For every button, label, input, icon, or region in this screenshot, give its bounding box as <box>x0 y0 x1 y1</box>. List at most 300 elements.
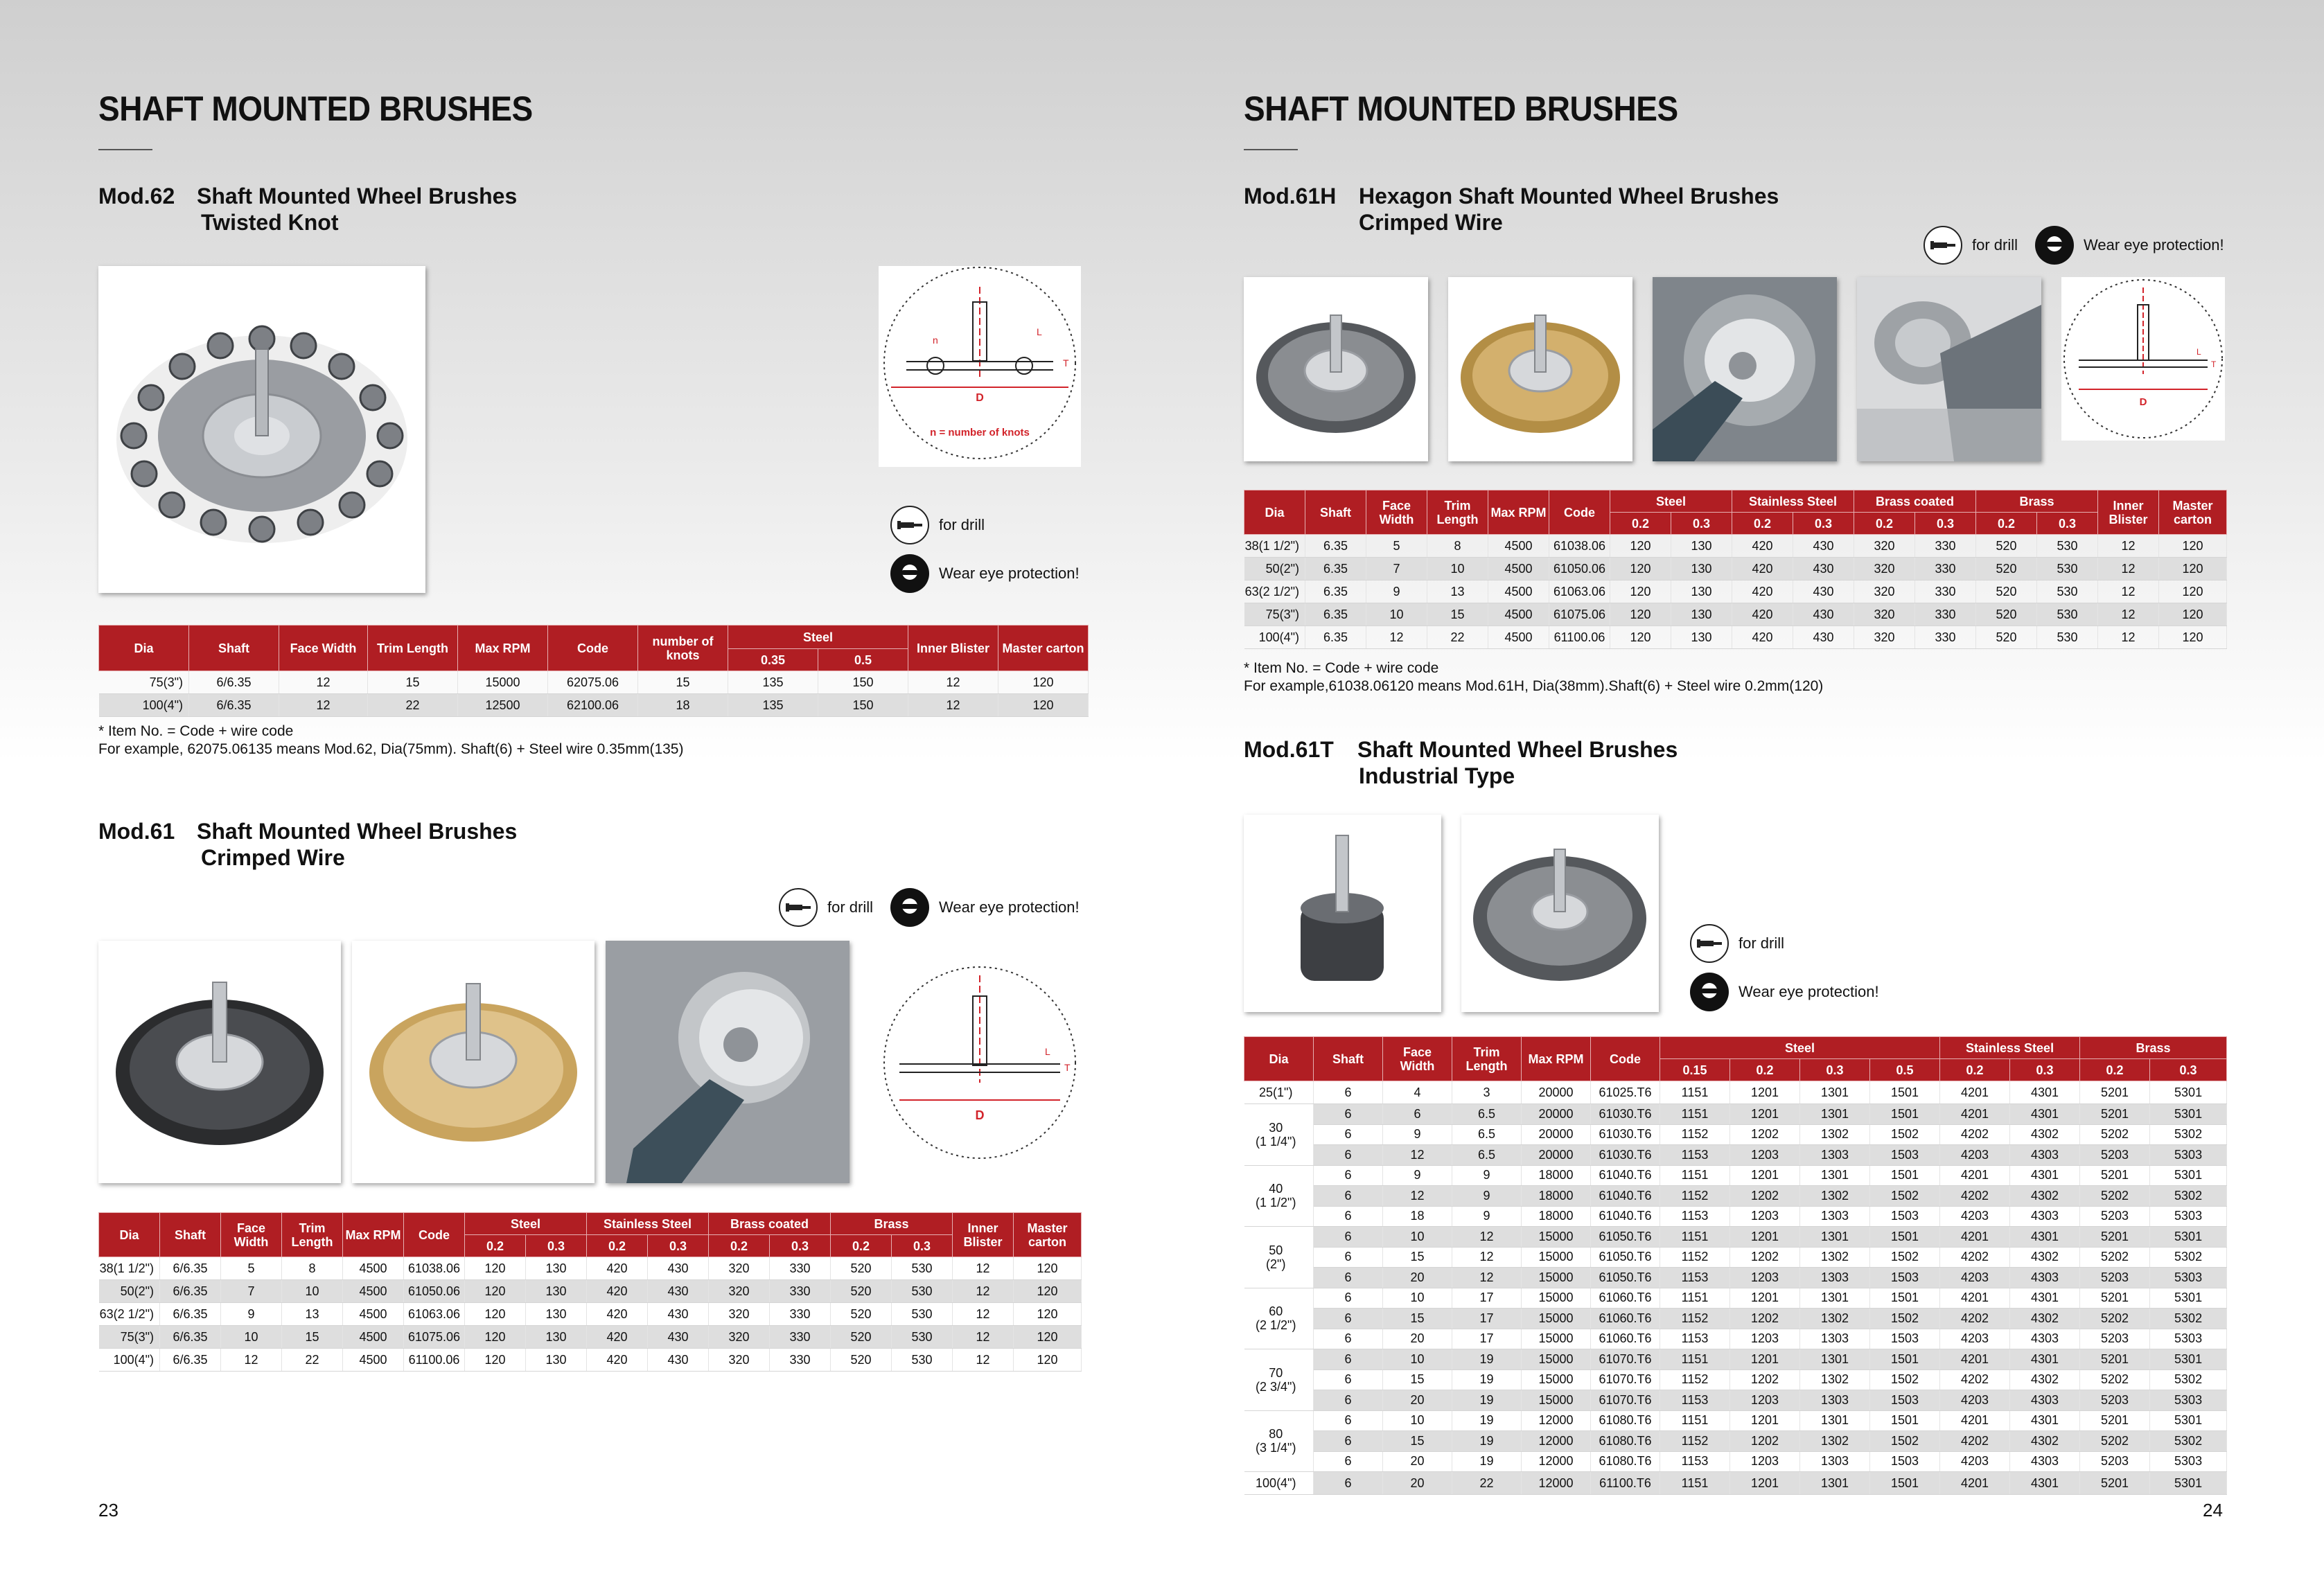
col-subheader: 0.2 <box>1730 1059 1800 1081</box>
mod61h-note-1: * Item No. = Code + wire code <box>1244 660 1439 676</box>
table-cell: 100(4") <box>1244 626 1305 649</box>
dia-label: 100(4") <box>1256 1476 1296 1490</box>
dia-cell <box>1244 1410 1314 1472</box>
col-subheader: 0.2 <box>587 1235 648 1257</box>
table-cell: 5303 <box>2150 1206 2227 1227</box>
table-cell: 1201 <box>1730 1081 1800 1104</box>
table-cell: 10 <box>221 1326 282 1349</box>
col-header: Shaft <box>189 626 279 671</box>
table-cell: 1502 <box>1870 1309 1940 1329</box>
col-header-group: Stainless Steel <box>587 1213 709 1235</box>
table-cell: 61040.T6 <box>1591 1206 1660 1227</box>
table-cell: 61050.T6 <box>1591 1268 1660 1288</box>
col-header: Master carton <box>1014 1213 1082 1257</box>
table-cell: 120 <box>465 1303 526 1326</box>
table-cell: 4203 <box>1940 1206 2010 1227</box>
table-cell: 5302 <box>2150 1431 2227 1452</box>
table-cell: 1151 <box>1660 1288 1730 1309</box>
table-cell: 530 <box>2037 580 2098 603</box>
table-cell: 61100.06 <box>404 1349 465 1372</box>
table-row <box>1244 580 2227 603</box>
mod61-legend-drill <box>779 888 873 927</box>
table-cell: 8 <box>1427 535 1488 558</box>
table-cell: 22 <box>282 1349 343 1372</box>
legend-drill-label: for drill <box>1738 934 1785 952</box>
drill-icon <box>890 506 929 544</box>
page-title: SHAFT MOUNTED BRUSHES <box>98 89 533 128</box>
table-cell: 6 <box>1314 1451 1383 1472</box>
table-cell: 1151 <box>1660 1472 1730 1495</box>
table-row <box>99 671 1089 694</box>
col-subheader: 0.3 <box>1800 1059 1870 1081</box>
col-subheader: 0.2 <box>1732 513 1793 535</box>
table-cell: 120 <box>465 1349 526 1372</box>
dia-label: (1 1/4") <box>1256 1134 1296 1149</box>
title-rule <box>1244 149 1298 150</box>
dia-label: 80 <box>1269 1427 1283 1442</box>
table-cell: 1153 <box>1660 1145 1730 1166</box>
table-cell: 1303 <box>1800 1451 1870 1472</box>
table-cell: 420 <box>587 1280 648 1303</box>
table-cell: 5301 <box>2150 1165 2227 1186</box>
table-cell: 530 <box>892 1349 953 1372</box>
table-cell: 1302 <box>1800 1124 1870 1145</box>
col-subheader: 0.3 <box>648 1235 709 1257</box>
table-cell: 4203 <box>1940 1329 2010 1349</box>
table-cell: 61038.06 <box>404 1257 465 1280</box>
table-cell: 1503 <box>1870 1268 1940 1288</box>
table-cell: 320 <box>709 1326 770 1349</box>
col-subheader: 0.3 <box>892 1235 953 1257</box>
table-cell: 12 <box>279 671 368 694</box>
table-cell: 1152 <box>1660 1309 1730 1329</box>
table-cell: 130 <box>526 1303 587 1326</box>
table-cell: 6 <box>1314 1186 1383 1207</box>
table-row <box>1244 1309 2227 1329</box>
table-cell: 4500 <box>343 1349 404 1372</box>
table-cell: 5203 <box>2080 1206 2150 1227</box>
drill-icon <box>1690 924 1729 963</box>
table-cell: 4203 <box>1940 1390 2010 1411</box>
table-cell: 4302 <box>2010 1369 2080 1390</box>
page-number: 24 <box>2203 1500 2223 1520</box>
table-cell: 6/6.35 <box>189 671 279 694</box>
table-cell: 61063.06 <box>1549 580 1610 603</box>
table-cell: 320 <box>709 1303 770 1326</box>
dia-label: 60 <box>1269 1304 1283 1319</box>
table-cell: 330 <box>770 1303 831 1326</box>
table-cell: 5303 <box>2150 1329 2227 1349</box>
eye-protection-icon <box>890 888 929 927</box>
table-cell: 6 <box>1314 1124 1383 1145</box>
table-cell: 120 <box>2159 603 2227 626</box>
table-cell: 4500 <box>1488 626 1549 649</box>
mod61h-in-use-photo-2 <box>1857 277 2041 461</box>
table-cell: 4301 <box>2010 1165 2080 1186</box>
table-cell: 150 <box>818 671 908 694</box>
table-cell: 12 <box>1452 1247 1522 1268</box>
table-cell: 120 <box>2159 626 2227 649</box>
table-cell: 13 <box>1427 580 1488 603</box>
table-cell: 120 <box>1014 1326 1082 1349</box>
table-cell: 5301 <box>2150 1104 2227 1125</box>
table-cell: 5 <box>1366 535 1427 558</box>
table-cell: 22 <box>368 694 458 717</box>
table-cell: 61080.T6 <box>1591 1410 1660 1431</box>
table-cell: 520 <box>1976 603 2037 626</box>
table-cell: 520 <box>831 1280 892 1303</box>
table-cell: 520 <box>831 1303 892 1326</box>
table-cell: 1151 <box>1660 1410 1730 1431</box>
table-cell: 10 <box>1383 1227 1452 1248</box>
table-cell: 420 <box>1732 535 1793 558</box>
table-cell: 61030.T6 <box>1591 1124 1660 1145</box>
table-cell: 15000 <box>458 671 548 694</box>
table-cell: 61050.T6 <box>1591 1227 1660 1248</box>
table-cell: 61070.T6 <box>1591 1349 1660 1370</box>
table-cell: 12 <box>908 694 998 717</box>
col-header: Code <box>404 1213 465 1257</box>
table-cell: 320 <box>709 1280 770 1303</box>
table-cell: 63(2 1/2") <box>99 1303 160 1326</box>
table-cell: 420 <box>1732 558 1793 580</box>
table-cell: 15000 <box>1522 1329 1591 1349</box>
table-cell: 6 <box>1314 1104 1383 1125</box>
table-cell: 4301 <box>2010 1288 2080 1309</box>
legend-drill-label: for drill <box>939 516 985 533</box>
table-cell: 5301 <box>2150 1227 2227 1248</box>
table-cell: 1151 <box>1660 1104 1730 1125</box>
table-cell: 1302 <box>1800 1431 1870 1452</box>
dia-label: (3 1/4") <box>1256 1441 1296 1455</box>
dia-label: 25(1") <box>1259 1085 1293 1099</box>
mod61-dimension-diagram <box>879 961 1081 1164</box>
table-cell: 120 <box>1610 535 1671 558</box>
table-cell: 1202 <box>1730 1186 1800 1207</box>
table-row <box>1244 1369 2227 1390</box>
table-cell: 1151 <box>1660 1349 1730 1370</box>
table-cell: 4500 <box>343 1303 404 1326</box>
table-cell: 1153 <box>1660 1390 1730 1411</box>
col-header: Inner Blister <box>953 1213 1014 1257</box>
table-cell: 120 <box>1610 580 1671 603</box>
table-cell: 1503 <box>1870 1390 1940 1411</box>
table-cell: 5302 <box>2150 1247 2227 1268</box>
table-cell: 5201 <box>2080 1410 2150 1431</box>
diagram-dim-n: n <box>933 335 938 346</box>
table-cell: 12 <box>279 694 368 717</box>
table-cell: 6 <box>1314 1349 1383 1370</box>
table-cell: 1202 <box>1730 1247 1800 1268</box>
table-cell: 6.35 <box>1305 626 1366 649</box>
legend-eye-label: Wear eye protection! <box>939 565 1080 582</box>
table-cell: 15 <box>1383 1247 1452 1268</box>
legend-drill-label: for drill <box>827 898 874 916</box>
table-cell: 3 <box>1452 1081 1522 1104</box>
col-header: Max RPM <box>1488 490 1549 535</box>
table-cell: 12 <box>2098 558 2159 580</box>
table-cell: 61070.T6 <box>1591 1369 1660 1390</box>
mod61h-brass-photo <box>1448 277 1632 461</box>
table-cell: 9 <box>1452 1206 1522 1227</box>
diagram-dim-D: D <box>2139 396 2147 408</box>
table-cell: 100(4") <box>99 1349 160 1372</box>
col-subheader: 0.3 <box>2150 1059 2227 1081</box>
table-cell: 420 <box>587 1257 648 1280</box>
table-cell: 1301 <box>1800 1288 1870 1309</box>
table-cell: 12 <box>953 1326 1014 1349</box>
mod61h-note-2: For example,61038.06120 means Mod.61H, Dia(38mm).Shaft(6) + Steel wire 0.2mm(120) <box>1244 678 1824 694</box>
mod61t-code: Mod.61T <box>1244 737 1334 762</box>
table-cell: 5 <box>221 1257 282 1280</box>
eye-protection-icon <box>890 554 929 593</box>
table-cell: 1151 <box>1660 1227 1730 1248</box>
table-cell: 330 <box>770 1349 831 1372</box>
table-row <box>1244 603 2227 626</box>
col-header: Face Width <box>279 626 368 671</box>
col-header-group: Steel <box>465 1213 587 1235</box>
table-cell: 4500 <box>1488 558 1549 580</box>
table-cell: 15000 <box>1522 1309 1591 1329</box>
table-cell: 4500 <box>1488 535 1549 558</box>
drill-icon <box>1924 226 1962 265</box>
mod61h-legend-drill <box>1924 226 2018 265</box>
table-cell: 6 <box>1314 1288 1383 1309</box>
table-cell: 330 <box>1915 626 1976 649</box>
col-subheader: 0.5 <box>1870 1059 1940 1081</box>
table-cell: 130 <box>1671 603 1732 626</box>
table-cell: 5302 <box>2150 1309 2227 1329</box>
table-cell: 6/6.35 <box>160 1326 221 1349</box>
col-subheader: 0.2 <box>1940 1059 2010 1081</box>
table-cell: 120 <box>2159 580 2227 603</box>
col-subheader: 0.3 <box>1793 513 1854 535</box>
col-header: Trim Length <box>282 1213 343 1257</box>
table-cell: 12 <box>221 1349 282 1372</box>
table-row <box>1244 1268 2227 1288</box>
dia-label: 40 <box>1269 1182 1283 1196</box>
table-cell: 530 <box>892 1280 953 1303</box>
table-cell: 4303 <box>2010 1145 2080 1166</box>
table-cell: 120 <box>998 694 1089 717</box>
table-cell: 1203 <box>1730 1390 1800 1411</box>
table-cell: 1152 <box>1660 1186 1730 1207</box>
table-cell: 18 <box>638 694 728 717</box>
col-subheader: 0.2 <box>709 1235 770 1257</box>
table-cell: 1152 <box>1660 1124 1730 1145</box>
col-subheader: 0.3 <box>1671 513 1732 535</box>
legend-drill-label: for drill <box>1972 236 2018 254</box>
table-cell: 20 <box>1383 1451 1452 1472</box>
table-cell: 4500 <box>343 1326 404 1349</box>
table-cell: 120 <box>1610 626 1671 649</box>
table-cell: 120 <box>465 1326 526 1349</box>
table-cell: 1303 <box>1800 1145 1870 1166</box>
table-cell: 320 <box>1854 580 1915 603</box>
col-header-group: Steel <box>728 626 908 649</box>
table-cell: 1501 <box>1870 1081 1940 1104</box>
table-cell: 5203 <box>2080 1451 2150 1472</box>
table-row <box>1244 1431 2227 1452</box>
table-cell: 6 <box>1314 1472 1383 1495</box>
mod62-name: Shaft Mounted Wheel Brushes <box>197 184 518 209</box>
table-cell: 20 <box>1383 1268 1452 1288</box>
col-header: Shaft <box>1305 490 1366 535</box>
col-header-group: Brass coated <box>1854 490 1976 513</box>
table-cell: 130 <box>1671 558 1732 580</box>
col-subheader: 0.3 <box>2010 1059 2080 1081</box>
table-cell: 61050.T6 <box>1591 1247 1660 1268</box>
table-cell: 15 <box>368 671 458 694</box>
table-row <box>1244 1349 2227 1370</box>
mod61-spec-table <box>98 1212 1082 1372</box>
table-row <box>1244 1104 2227 1125</box>
table-cell: 4301 <box>2010 1227 2080 1248</box>
table-cell: 5201 <box>2080 1349 2150 1370</box>
table-cell: 5202 <box>2080 1431 2150 1452</box>
table-cell: 4201 <box>1940 1227 2010 1248</box>
table-cell: 12000 <box>1522 1410 1591 1431</box>
table-row <box>1244 1124 2227 1145</box>
col-header: Trim Length <box>368 626 458 671</box>
table-cell: 520 <box>831 1349 892 1372</box>
table-cell: 10 <box>1383 1288 1452 1309</box>
table-cell: 61030.T6 <box>1591 1104 1660 1125</box>
table-cell: 1153 <box>1660 1206 1730 1227</box>
table-cell: 1501 <box>1870 1288 1940 1309</box>
table-cell: 5301 <box>2150 1349 2227 1370</box>
table-cell: 1303 <box>1800 1206 1870 1227</box>
page-right <box>1162 0 2324 1587</box>
table-cell: 120 <box>2159 535 2227 558</box>
table-cell: 1302 <box>1800 1247 1870 1268</box>
table-cell: 4303 <box>2010 1268 2080 1288</box>
table-cell: 5201 <box>2080 1081 2150 1104</box>
table-cell: 15 <box>282 1326 343 1349</box>
table-cell: 63(2 1/2") <box>1244 580 1305 603</box>
table-cell: 1501 <box>1870 1410 1940 1431</box>
table-cell: 15000 <box>1522 1349 1591 1370</box>
table-cell: 1152 <box>1660 1431 1730 1452</box>
table-cell: 61075.06 <box>1549 603 1610 626</box>
table-cell: 1152 <box>1660 1247 1730 1268</box>
mod61t-heading <box>1244 736 1678 789</box>
col-header-group: Stainless Steel <box>1940 1037 2080 1059</box>
table-cell: 430 <box>1793 535 1854 558</box>
table-cell: 61060.T6 <box>1591 1329 1660 1349</box>
table-cell: 1501 <box>1870 1472 1940 1495</box>
mod62-dimension-diagram <box>879 266 1081 467</box>
table-cell: 120 <box>1610 558 1671 580</box>
dia-cell <box>1244 1288 1314 1349</box>
table-cell: 1301 <box>1800 1410 1870 1431</box>
table-cell: 4202 <box>1940 1247 2010 1268</box>
table-cell: 12500 <box>458 694 548 717</box>
diagram-dim-L: L <box>1045 1046 1050 1057</box>
table-cell: 1153 <box>1660 1451 1730 1472</box>
table-cell: 4303 <box>2010 1206 2080 1227</box>
table-cell: 4500 <box>343 1257 404 1280</box>
table-cell: 130 <box>1671 535 1732 558</box>
col-header: Face Width <box>1383 1037 1452 1081</box>
table-cell: 6.5 <box>1452 1104 1522 1125</box>
col-header: Face Width <box>221 1213 282 1257</box>
diagram-dim-D: D <box>976 392 984 404</box>
table-cell: 5301 <box>2150 1081 2227 1104</box>
table-cell: 130 <box>526 1349 587 1372</box>
table-cell: 10 <box>1383 1349 1452 1370</box>
table-cell: 15 <box>1383 1369 1452 1390</box>
table-cell: 4301 <box>2010 1472 2080 1495</box>
col-subheader: 0.3 <box>2037 513 2098 535</box>
col-header: Max RPM <box>458 626 548 671</box>
table-cell: 75(3") <box>99 1326 160 1349</box>
table-cell: 1503 <box>1870 1329 1940 1349</box>
table-cell: 61080.T6 <box>1591 1431 1660 1452</box>
table-cell: 5202 <box>2080 1186 2150 1207</box>
table-cell: 6 <box>1314 1247 1383 1268</box>
table-cell: 5203 <box>2080 1268 2150 1288</box>
table-cell: 12 <box>2098 580 2159 603</box>
table-cell: 1201 <box>1730 1472 1800 1495</box>
mod61t-legend-drill <box>1690 924 1784 963</box>
table-cell: 1501 <box>1870 1104 1940 1125</box>
col-header: number of knots <box>638 626 728 671</box>
table-cell: 17 <box>1452 1329 1522 1349</box>
table-cell: 330 <box>770 1326 831 1349</box>
table-cell: 15000 <box>1522 1390 1591 1411</box>
col-header: Inner Blister <box>908 626 998 671</box>
table-cell: 1301 <box>1800 1104 1870 1125</box>
table-cell: 430 <box>648 1257 709 1280</box>
table-cell: 4301 <box>2010 1104 2080 1125</box>
table-cell: 61025.T6 <box>1591 1081 1660 1104</box>
mod61-legend-eye <box>890 888 1080 927</box>
table-cell: 9 <box>1383 1165 1452 1186</box>
table-cell: 6/6.35 <box>160 1257 221 1280</box>
table-cell: 61060.T6 <box>1591 1288 1660 1309</box>
table-cell: 50(2") <box>99 1280 160 1303</box>
table-cell: 15 <box>1383 1431 1452 1452</box>
table-row <box>1244 1247 2227 1268</box>
table-cell: 135 <box>728 694 818 717</box>
table-cell: 4201 <box>1940 1349 2010 1370</box>
table-row <box>1244 1227 2227 1248</box>
mod61t-wide-photo <box>1461 815 1659 1012</box>
table-cell: 8 <box>282 1257 343 1280</box>
col-subheader: 0.15 <box>1660 1059 1730 1081</box>
table-cell: 1303 <box>1800 1329 1870 1349</box>
table-cell: 4303 <box>2010 1329 2080 1349</box>
table-cell: 4203 <box>1940 1145 2010 1166</box>
table-cell: 9 <box>1452 1186 1522 1207</box>
table-cell: 1301 <box>1800 1081 1870 1104</box>
table-cell: 5302 <box>2150 1369 2227 1390</box>
col-subheader: 0.3 <box>1915 513 1976 535</box>
table-cell: 61080.T6 <box>1591 1451 1660 1472</box>
col-header: Max RPM <box>1522 1037 1591 1081</box>
table-cell: 430 <box>648 1303 709 1326</box>
table-cell: 4 <box>1383 1081 1452 1104</box>
table-cell: 4203 <box>1940 1268 2010 1288</box>
table-cell: 10 <box>1427 558 1488 580</box>
table-cell: 19 <box>1452 1451 1522 1472</box>
table-cell: 1301 <box>1800 1472 1870 1495</box>
table-cell: 1151 <box>1660 1165 1730 1186</box>
col-header: Master carton <box>998 626 1089 671</box>
table-cell: 120 <box>1610 603 1671 626</box>
table-cell: 330 <box>1915 558 1976 580</box>
